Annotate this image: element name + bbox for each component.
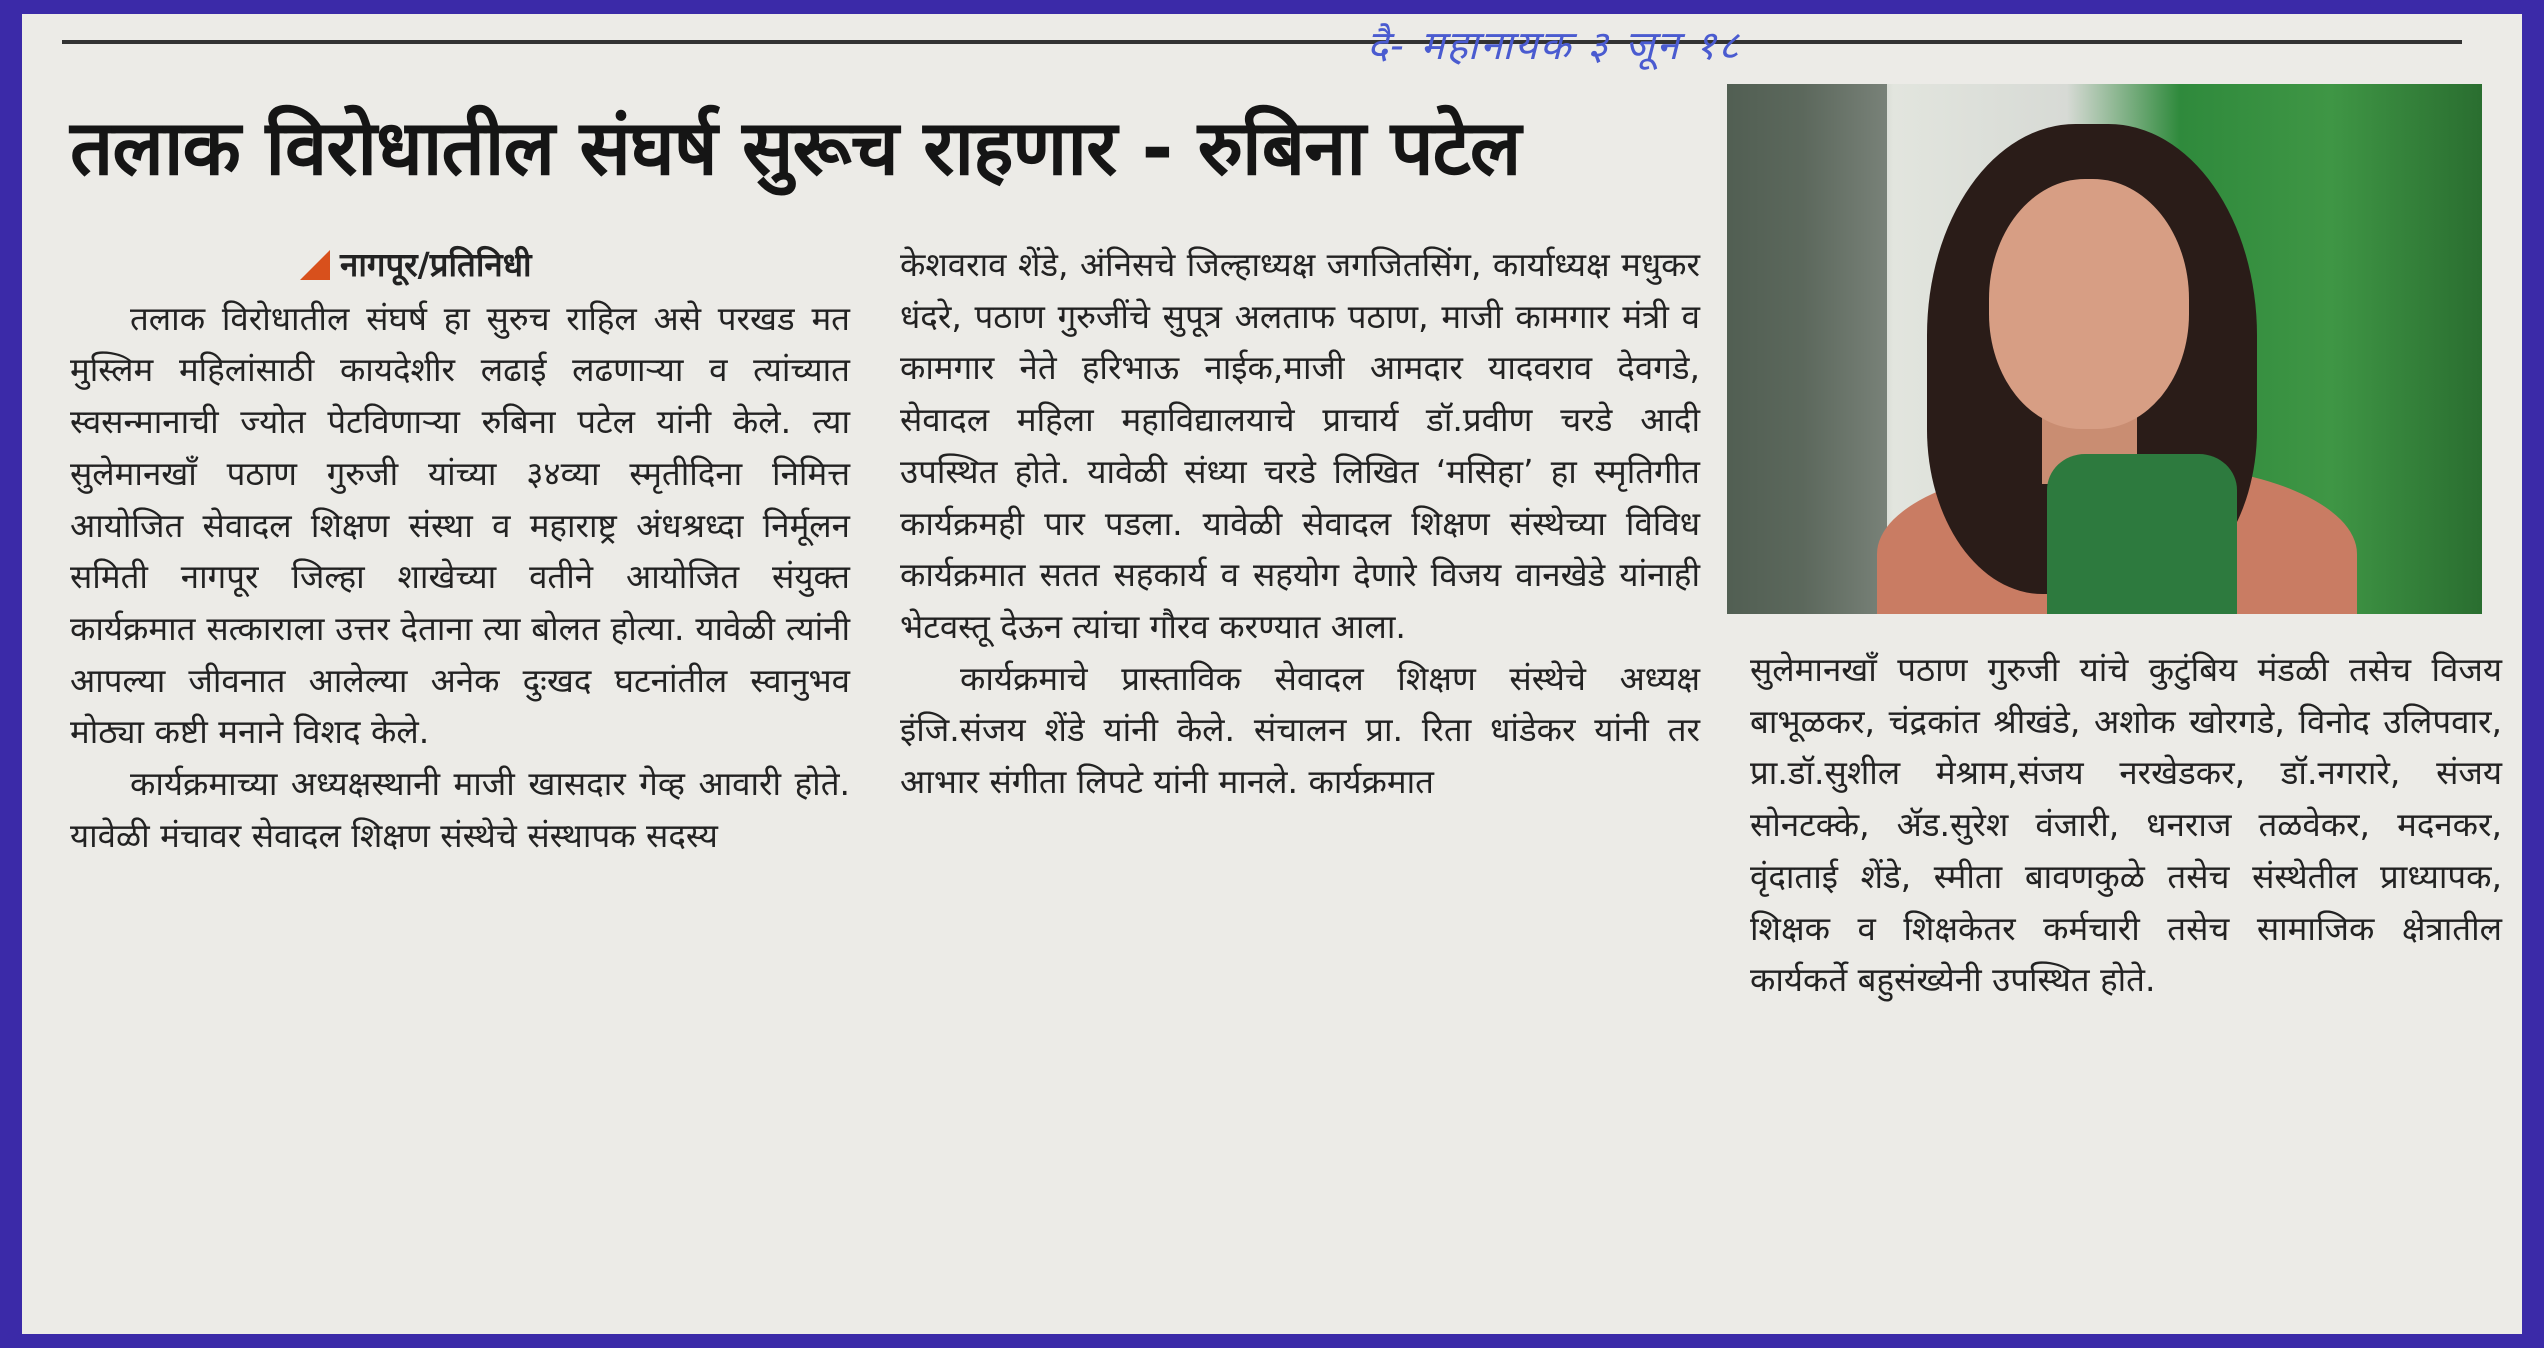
paragraph: कार्यक्रमाच्या अध्यक्षस्थानी माजी खासदार गेव्ह आवारी होते. यावेळी मंचावर सेवादल शिक्षण संस्थेचे संस्थापक सदस्य	[70, 764, 850, 855]
handwritten-note: दै- महानायक ३ जून १८	[1367, 23, 1741, 69]
paragraph: सुलेमानखाँ पठाण गुरुजी यांचे कुटुंबिय मंडळी तसेच विजय बाभूळकर, चंद्रकांत श्रीखंडे, अशोक खोरगडे, विनोद उलिपवार, प्रा.डॉ.सुशील मेश्राम,संजय नरखेडकर, डॉ.नगरारे, संजय सोनटक्के, ॲड.सुरेश वंजारी, धनराज तळवेकर, मदनकर, वृंदाताई शेंडे, स्मीता बावणकुळे तसेच संस्थेतील प्राध्यापक, शिक्षक व शिक्षकेतर कर्मचारी तसेच सामाजिक क्षेत्रातील कार्यकर्ते बहुसंख्येनी उपस्थित होते.	[1750, 650, 2502, 1000]
article-column-1	[70, 239, 850, 861]
article-column-3	[1750, 644, 2502, 1006]
top-rule	[62, 40, 2462, 44]
headline: तलाक विरोधातील संघर्ष सुरूच राहणार - रुबिना पटेल	[70, 103, 1521, 192]
newspaper-clipping	[22, 14, 2522, 1334]
paragraph: कार्यक्रमाचे प्रास्ताविक सेवादल शिक्षण संस्थेचे अध्यक्ष इंजि.संजय शेंडे यांनी केले. संचालन प्रा. रिता धांडेकर यांनी तर आभार संगीता लिपटे यांनी मानले. कार्यक्रमात	[900, 658, 1700, 802]
paragraph: केशवराव शेंडे, अंनिसचे जिल्हाध्यक्ष जगजितसिंग, कार्याध्यक्ष मधुकर धंदरे, पठाण गुरुजींचे सुपूत्र अलताफ पठाण, माजी कामगार मंत्री व कामगार नेते हरिभाऊ नाईक,माजी आमदार यादवराव देवगडे, सेवादल महिला महाविद्यालयाचे प्राचार्य डॉ.प्रवीण चरडे आदी उपस्थित होते. यावेळी संध्या चरडे लिखित ‘मसिहा’ हा स्मृतिगीत कार्यक्रमही पार पडला. यावेळी सेवादल शिक्षण संस्थेच्या विविध कार्यक्रमात सतत सहकार्य व सहयोग देणारे विजय वानखेडे यांनाही भेटवस्तू देऊन त्यांचा गौरव करण्यात आला.	[900, 245, 1700, 646]
portrait-photo	[1727, 84, 2482, 614]
dateline	[70, 239, 850, 291]
article-column-2	[900, 239, 1700, 808]
dateline-text: नागपूर/प्रतिनिधी	[340, 245, 532, 284]
paragraph: तलाक विरोधातील संघर्ष हा सुरुच राहिल असे परखड मत मुस्लिम महिलांसाठी कायदेशीर लढाई लढणाऱ्या व त्यांच्यात स्वसन्मानाची ज्योत पेटविणाऱ्या रुबिना पटेल यांनी केले. त्या सुलेमानखाँ पठाण गुरुजी यांच्या ३४व्या स्मृतीदिना निमित्त आयोजित सेवादल शिक्षण संस्था व महाराष्ट्र अंधश्रध्दा निर्मूलन समिती नागपूर जिल्हा शाखेच्या वतीने आयोजित संयुक्त कार्यक्रमात सत्काराला उत्तर देताना त्या बोलत होत्या. यावेळी त्यांनी आपल्या जीवनात आलेल्या अनेक दुःखद घटनांतील स्वानुभव मोठ्या कष्टी मनाने विशद केले.	[70, 298, 850, 752]
triangle-marker-icon	[300, 250, 330, 280]
